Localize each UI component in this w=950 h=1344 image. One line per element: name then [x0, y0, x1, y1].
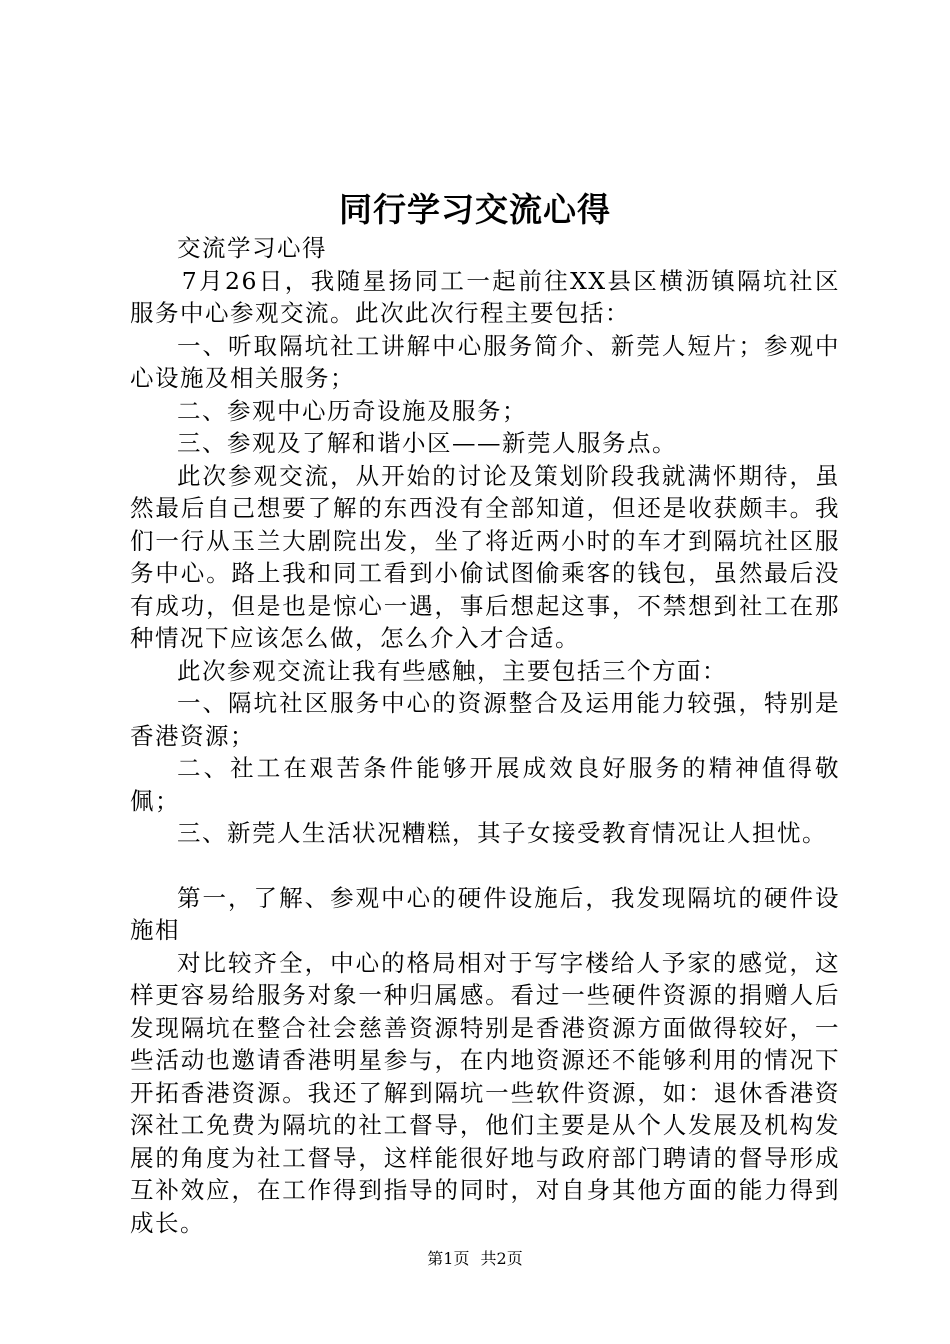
paragraph-intro: 7月26日，我随星扬同工一起前往XX县区横沥镇隔坑社区服务中心参观交流。此次此次行程主要包括： — [130, 266, 840, 327]
paragraph-first-point: 第一，了解、参观中心的硬件设施后，我发现隔坑的硬件设施相 — [130, 883, 840, 944]
document-title: 同行学习交流心得 — [339, 190, 611, 229]
paragraph-feeling-1: 一、隔坑社区服务中心的资源整合及运用能力较强，特别是香港资源； — [130, 689, 840, 750]
page-total: 共2页 — [480, 1249, 523, 1268]
document-body — [130, 232, 840, 1239]
paragraph-subtitle: 交流学习心得 — [177, 234, 327, 262]
paragraph-first-point-detail: 对比较齐全，中心的格局相对于写字楼给人予家的感觉，这样更容易给服务对象一种归属感。看过一些硬件资源的捐赠人后发现隔坑在整合社会慈善资源特别是香港资源方面做得较好，一些活动也邀请香港明星参与，在内地资源还不能够利用的情况下开拓香港资源。我还了解到隔坑一些软件资源，如：退休香港资深社工免费为隔坑的社工督导，他们主要是从个人发展及机构发展的角度为社工督导，这样能很好地与政府部门聘请的督导形成互补效应，在工作得到指导的同时，对自身其他方面的能力得到成长。 — [130, 948, 840, 1237]
page-number: 第1页 — [427, 1249, 470, 1268]
paragraph-item-2: 二、参观中心历奇设施及服务； — [177, 396, 527, 425]
paragraph-item-3: 三、参观及了解和谐小区——新莞人服务点。 — [177, 429, 677, 457]
paragraph-feelings-intro: 此次参观交流让我有些感触，主要包括三个方面： — [177, 656, 727, 685]
paragraph-feeling-2: 二、社工在艰苦条件能够开展成效良好服务的精神值得敬佩； — [130, 754, 840, 815]
paragraph-experience: 此次参观交流，从开始的讨论及策划阶段我就满怀期待，虽然最后自己想要了解的东西没有全部知道，但还是收获颇丰。我们一行从玉兰大剧院出发，坐了将近两小时的车才到隔坑社区服务中心。路上我和同工看到小偷试图偷乘客的钱包，虽然最后没有成功，但是也是惊心一遇，事后想起这事，不禁想到社工在那种情况下应该怎么做，怎么介入才合适。 — [130, 461, 840, 652]
paragraph-item-1: 一、听取隔坑社工讲解中心服务简介、新莞人短片；参观中心设施及相关服务； — [130, 331, 840, 392]
page-footer — [0, 1246, 950, 1269]
paragraph-spacer — [130, 850, 840, 882]
paragraph-feeling-3: 三、新莞人生活状况糟糕，其子女接受教育情况让人担忧。 — [177, 819, 827, 847]
